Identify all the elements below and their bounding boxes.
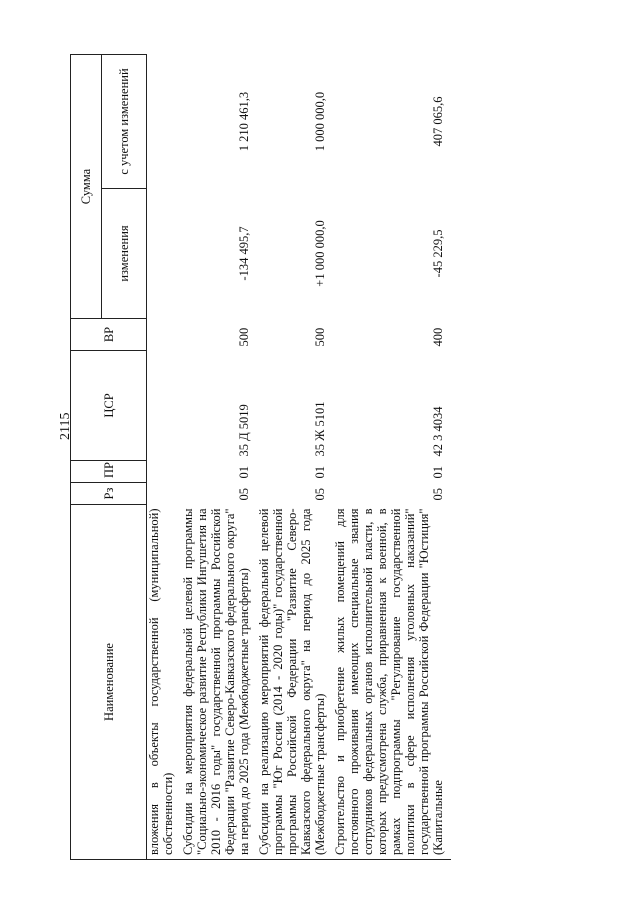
row-csr: 42 3 4034 [431, 406, 445, 457]
row-csr: 35 Ж 5101 [313, 401, 327, 457]
rotated-document [70, 55, 570, 860]
table-row [181, 55, 257, 860]
header-change: изменения [102, 189, 147, 319]
row-rz: 05 [313, 488, 327, 501]
header-vr: ВР [71, 319, 147, 351]
row-vr: 500 [313, 327, 327, 347]
row-csr [147, 351, 182, 461]
header-csr: ЦСР [71, 351, 147, 461]
row-change: +1 000 000,0 [313, 220, 327, 287]
row-pr [147, 461, 182, 483]
table-row [257, 55, 333, 860]
row-total [147, 55, 182, 189]
row-pr: 01 [431, 466, 445, 479]
row-total: 407 065,6 [431, 96, 445, 147]
page-number: 2115 [58, 412, 73, 440]
budget-table [70, 54, 451, 860]
header-rz: Рз [71, 483, 147, 505]
row-name: Субсидии на реализацию мероприятий федеральной целевой программы "Юг России (2014 - 2020 годы)" государственной программы Российской Федерации "Развитие Северо-Кавказского федерального округа" на период до 2025 года (Межбюджетные трансферты) [257, 505, 333, 860]
row-name: Субсидии на мероприятия федеральной целевой программы "Социально-экономическое развитие Республики Ингушетия на 2010 - 2016 годы" государственной программы Российской Федерации "Развитие Северо-Кавказского федерального округа" на период до 2025 года (Межбюджетные трансферты) [181, 505, 257, 860]
row-pr: 01 [313, 466, 327, 479]
row-csr: 35 Д 5019 [237, 404, 251, 457]
header-pr: ПР [71, 461, 147, 483]
row-vr: 500 [237, 327, 251, 347]
table-row [147, 55, 182, 860]
row-name: Строительство и приобретение жилых помещений для постоянного проживания имеющих специальные звания сотрудников федеральных органов исполнительной власти, в которых предусмотрена служба, приравненная к военной, в рамках подпрограммы "Регулирование государственной политики в сфере исполнения уголовных наказаний" государственной программы Российской Федерации "Юстиция" (Капитальные [333, 505, 451, 860]
row-pr: 01 [237, 466, 251, 479]
header-name: Наименование [71, 505, 147, 860]
row-rz: 05 [431, 488, 445, 501]
row-rz: 05 [237, 488, 251, 501]
row-total: 1 210 461,3 [237, 91, 251, 152]
row-change: -45 229,5 [431, 229, 445, 278]
header-with-changes: с учетом изменений [102, 55, 147, 189]
row-change [147, 189, 182, 319]
row-total: 1 000 000,0 [313, 91, 327, 152]
row-name: вложения в объекты государственной (муниципальной) собственности) [147, 505, 182, 860]
row-change: -134 495,7 [237, 226, 251, 281]
row-vr: 400 [431, 327, 445, 347]
header-sum: Сумма [71, 55, 102, 319]
table-row [333, 55, 451, 860]
row-vr [147, 319, 182, 351]
row-rz [147, 483, 182, 505]
